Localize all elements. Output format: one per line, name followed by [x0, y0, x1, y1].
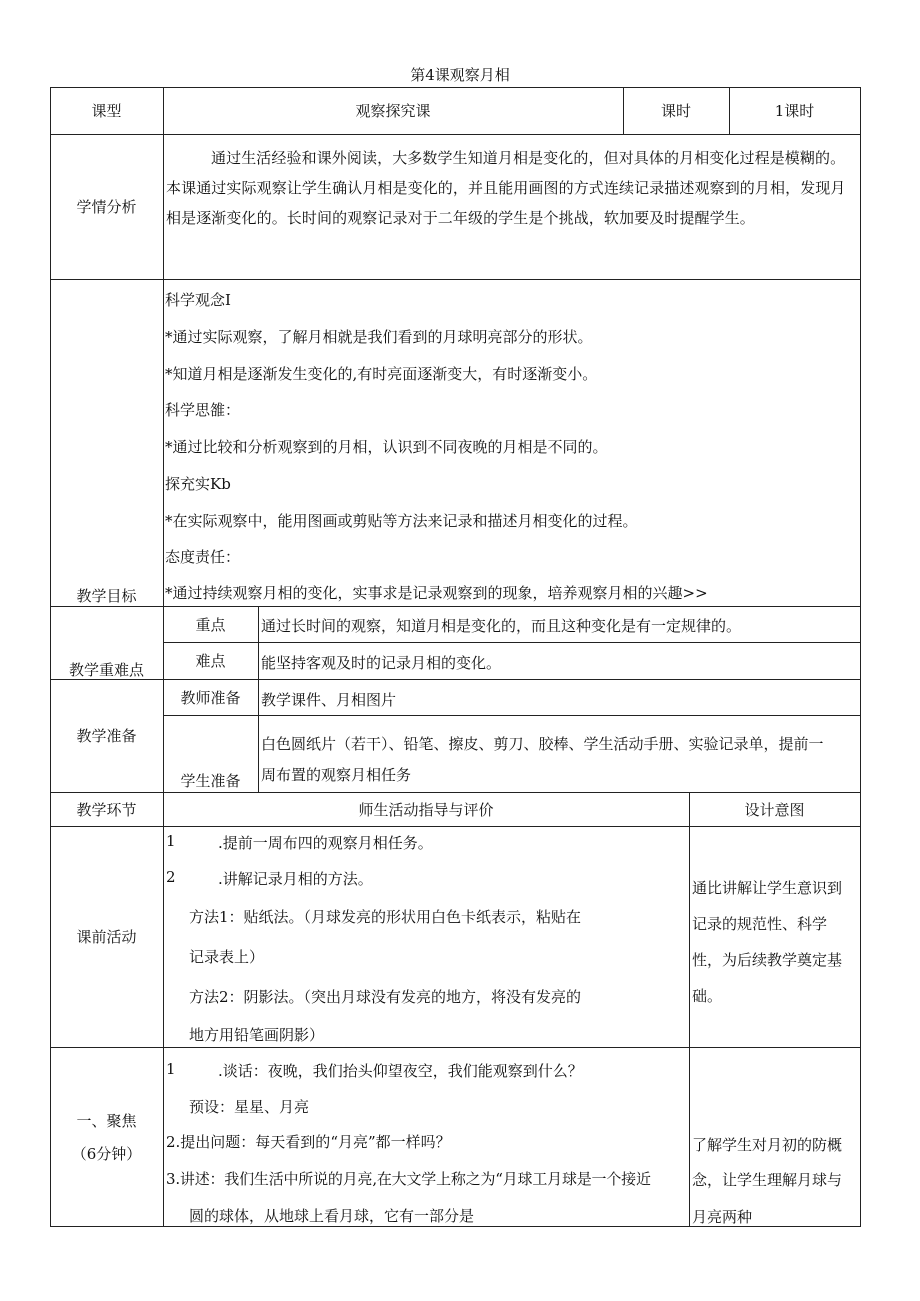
item-number: 1 [166, 832, 176, 850]
activity-header: 师生活动指导与评价 [358, 800, 494, 819]
pre-class-item: .讲解记录月相的方法。 [218, 870, 373, 888]
col-line [860, 87, 861, 1227]
item-number: 2 [166, 868, 176, 886]
goal-line: *通过比较和分析观察到的月相，认识到不同夜晚的月相是不同的。 [165, 438, 608, 456]
intent-text: 了解学生对月初的防概 [692, 1136, 843, 1154]
method-text: 记录表上） [189, 948, 265, 966]
focus-preset: 预设：星星、月亮 [189, 1098, 310, 1116]
goal-line: *知道月相是逐渐发生变化的,有时亮面逐渐变大，有时逐渐变小。 [165, 365, 598, 383]
preparation-label: 教学准备 [76, 727, 137, 745]
teaching-goals-label: 教学目标 [76, 587, 137, 605]
method-text: 方法2：阴影法。（突出月球没有发亮的地方，将没有发亮的 [189, 988, 582, 1006]
document-title: 第4课观察月相 [410, 66, 510, 84]
focus-item: 圆的球体，从地球上看月球，它有一部分是 [189, 1207, 475, 1225]
method-text: 地方用铅笔画阴影） [189, 1026, 325, 1044]
goal-line: 探充实Kb [165, 475, 231, 493]
goal-line: *通过实际观察，了解月相就是我们看到的月球明亮部分的形状。 [165, 328, 593, 346]
learning-analysis-label: 学情分析 [76, 198, 137, 216]
type-label: 课型 [91, 102, 122, 120]
row-line [50, 826, 861, 827]
focus-item: 2.提出问题：每天看到的“月亮”都一样吗？ [166, 1133, 451, 1151]
method-text: 方法1：贴纸法。（月球发亮的形状用白色卡纸表示，粘贴在 [189, 908, 582, 926]
focus-text: 通过长时间的观察，知道月相是变化的，而且这种变化是有一定规律的。 [261, 617, 742, 635]
col-line [689, 792, 690, 1226]
row-line [163, 715, 861, 716]
student-prep-text: 白色圆纸片（若干）、铅笔、擦皮、剪刀、胶棒、学生活动手册、实验记录单，提前一 [261, 735, 824, 753]
student-prep-label: 学生准备 [180, 772, 241, 790]
row-line [50, 1047, 861, 1048]
intent-text: 础。 [692, 987, 723, 1005]
type-value: 观察探究课 [355, 102, 431, 120]
learning-analysis-text: 通过生活经验和课外阅读，大多数学生知道月相是变化的，但对具体的月相变化过程是模糊的。本课通过实际观察让学生确认月相是变化的，并且能用画图的方式连续记录描述观察到的月相，发现月相是逐渐变化的。长时间的观察记录对于二年级的学生是个挑战，软加要及时提醒学生。 [166, 149, 846, 227]
goal-line: 科学思雒： [165, 401, 241, 419]
col-line [258, 606, 259, 792]
focus-item: 3.讲述：我们生活中所说的月亮,在大文学上称之为“月球工月球是一个接近 [166, 1170, 651, 1188]
stage-header: 教学环节 [76, 800, 137, 819]
difficulty-label: 难点 [195, 652, 226, 670]
key-points-label: 教学重难点 [68, 661, 144, 679]
intent-header: 设计意图 [744, 800, 805, 819]
focus-label: 重点 [195, 615, 226, 634]
intent-text: 念，让学生理解月球与 [692, 1171, 843, 1189]
teacher-prep-label: 教师准备 [180, 688, 241, 707]
goal-line: 科学观念I [165, 291, 231, 309]
period-label: 课时 [660, 102, 691, 120]
row-line [50, 279, 861, 280]
focus-item: .谈话：夜晚，我们抬头仰望夜空，我们能观察到什么？ [218, 1062, 583, 1080]
period-value: 1课时 [774, 102, 815, 120]
goal-line: 态度责任： [165, 548, 241, 566]
pre-class-label: 课前活动 [76, 928, 137, 946]
focus-stage-label: 一、聚焦 [76, 1112, 137, 1130]
difficulty-text: 能坚持客观及时的记录月相的变化。 [261, 654, 502, 672]
pre-class-item: .提前一周布四的观察月相任务。 [218, 834, 433, 852]
row-line [163, 642, 861, 643]
row-line [50, 134, 861, 135]
student-prep-text: 周布置的观察月相任务 [261, 766, 412, 784]
item-number: 1 [166, 1060, 176, 1078]
intent-text: 记录的规范性、科学 [692, 915, 828, 933]
intent-text: 性，为后续教学奠定基 [692, 951, 843, 969]
goal-line: *通过持续观察月相的变化，实事求是记录观察到的现象，培养观察月相的兴趣>> [165, 584, 708, 602]
teacher-prep-text: 教学课件、月相图片 [261, 691, 397, 709]
goal-line: *在实际观察中，能用图画或剪贴等方法来记录和描述月相变化的过程。 [165, 512, 638, 530]
focus-stage-duration: （6分钟） [71, 1145, 142, 1163]
intent-text: 月亮两种 [692, 1208, 753, 1226]
intent-text: 通比讲解让学生意识到 [692, 879, 843, 897]
